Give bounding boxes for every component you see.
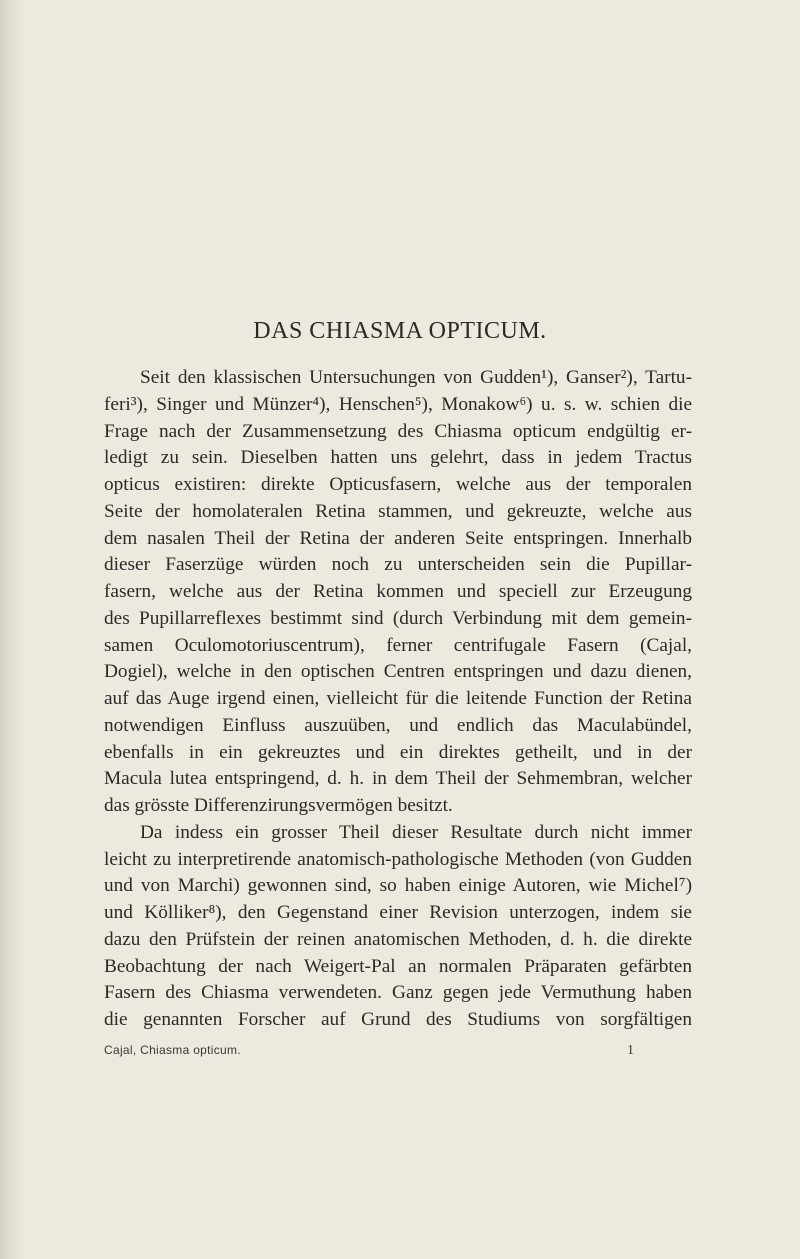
body-text <box>104 365 692 1034</box>
text-line: und Kölliker⁸), den Gegenstand einer Revision unterzogen, indem sie <box>104 902 692 923</box>
text-line: und von Marchi) gewonnen sind, so haben einige Autoren, wie Michel⁷) <box>104 875 692 897</box>
text-line: Macula lutea entspringend, d. h. in dem Theil der Sehmembran, welcher <box>104 768 692 790</box>
text-line: feri³), Singer und Münzer⁴), Henschen⁵), Monakow⁶) u. s. w. schien die <box>104 393 692 415</box>
text-line: dazu den Prüfstein der reinen anatomischen Methoden, d. h. die direkte <box>104 928 692 950</box>
text-line: fasern, welche aus der Retina kommen und speciell zur Erzeugung <box>104 581 692 602</box>
page-title: DAS CHIASMA OPTICUM. <box>253 318 547 344</box>
text-line: Seit den klassischen Untersuchungen von Gudden¹), Ganser²), Tartu- <box>140 367 692 388</box>
text-line: dieser Faserzüge würden noch zu unterscheiden sein die Pupillar- <box>104 554 692 576</box>
text-line: die genannten Forscher auf Grund des Studiums von sorgfältigen <box>104 1009 692 1030</box>
page-edge-shadow <box>0 0 26 1259</box>
text-line: das grösste Differenzirungsvermögen besitzt. <box>104 795 453 816</box>
footer-signature: Cajal, Chiasma opticum. <box>104 1043 241 1057</box>
text-line: Seite der homolateralen Retina stammen, und gekreuzte, welche aus <box>104 500 692 522</box>
text-line: dem nasalen Theil der Retina der anderen Seite entspringen. Innerhalb <box>104 527 692 549</box>
text-line: opticus existiren: direkte Opticusfasern, welche aus der temporalen <box>104 474 692 495</box>
text-line: samen Oculomotoriuscentrum), ferner centrifugale Fasern (Cajal, <box>104 634 692 656</box>
page-number: 1 <box>627 1043 634 1058</box>
text-line: notwendigen Einfluss auszuüben, und endlich das Maculabündel, <box>104 714 692 736</box>
text-line: leicht zu interpretirende anatomisch-pathologische Methoden (von Gudden <box>104 848 692 870</box>
text-line: ledigt zu sein. Dieselben hatten uns gelehrt, dass in jedem Tractus <box>104 447 692 469</box>
text-line: auf das Auge irgend einen, vielleicht für die leitende Function der Retina <box>104 688 692 709</box>
text-line: ebenfalls in ein gekreuztes und ein direktes getheilt, und in der <box>104 741 692 763</box>
text-line: Beobachtung der nach Weigert-Pal an normalen Präparaten gefärbten <box>104 955 692 977</box>
text-line: Dogiel), welche in den optischen Centren entspringen und dazu dienen, <box>104 661 692 683</box>
text-line: Frage nach der Zusammensetzung des Chiasma opticum endgültig er- <box>104 420 692 442</box>
text-line: Da indess ein grosser Theil dieser Resultate durch nicht immer <box>140 821 692 843</box>
text-line: Fasern des Chiasma verwendeten. Ganz gegen jede Vermuthung haben <box>104 982 692 1004</box>
text-line: des Pupillarreflexes bestimmt sind (durch Verbindung mit dem gemein- <box>104 607 692 629</box>
